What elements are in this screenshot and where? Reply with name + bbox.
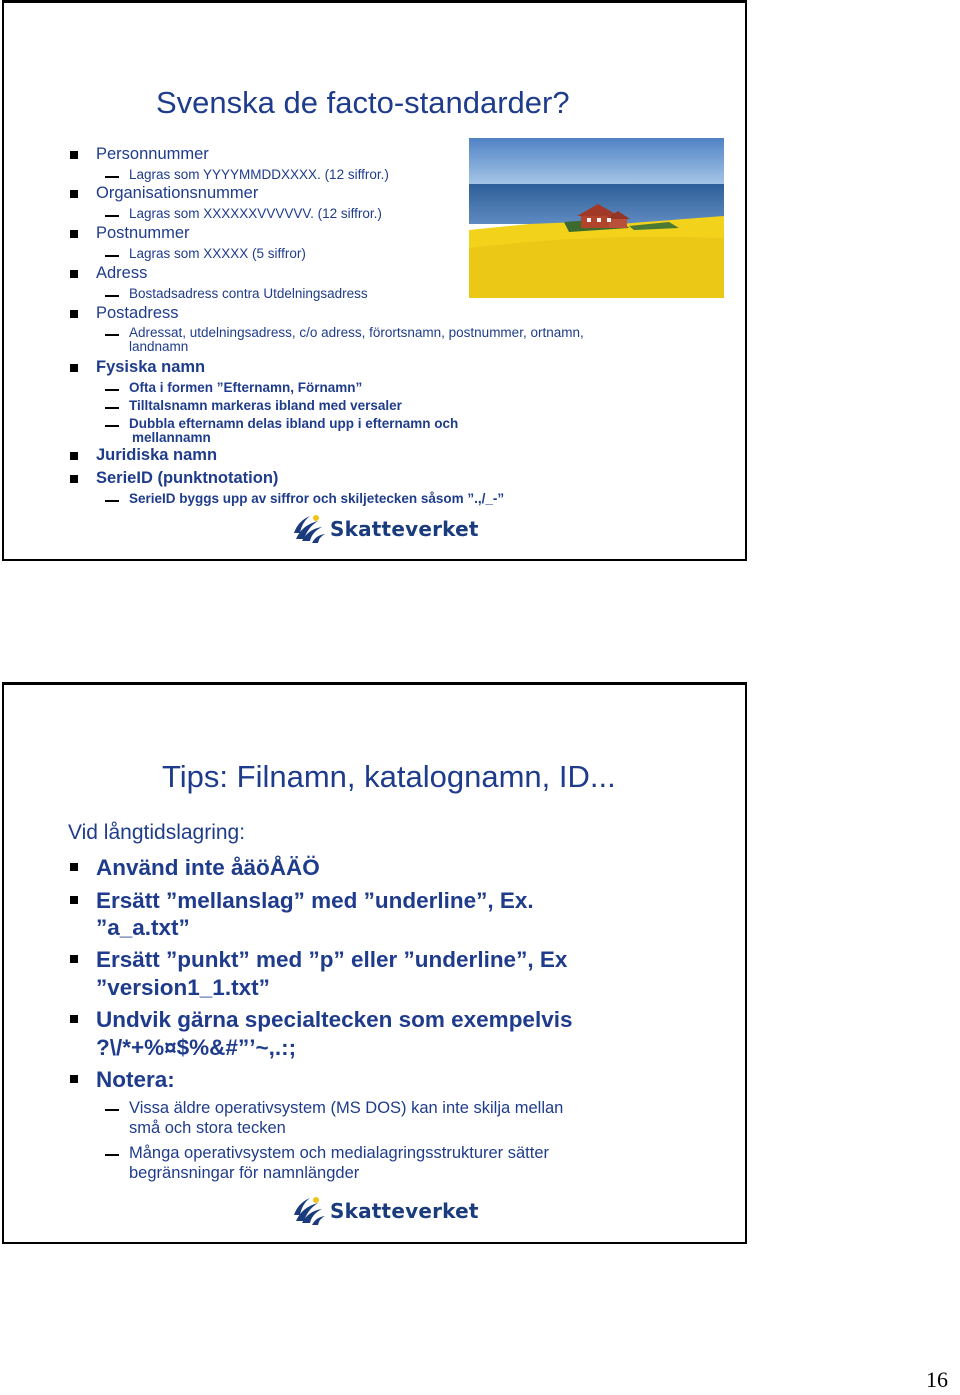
note-item: Vissa äldre operativsystem (MS DOS) kan inte skilja mellan	[129, 1099, 564, 1117]
note-item: Många operativsystem och medialagringsstrukturer sätter	[129, 1144, 550, 1162]
bullet-icon	[70, 452, 78, 460]
tip-item: Ersätt ”mellanslag” med ”underline”, Ex.	[96, 888, 534, 913]
dash-icon	[105, 255, 119, 257]
sub-item: Ofta i formen ”Efternamn, Förnamn”	[129, 380, 363, 395]
bullet-icon	[70, 955, 78, 963]
tip-item-cont: ”version1_1.txt”	[96, 975, 270, 1000]
bullet-icon	[70, 364, 78, 372]
dash-icon	[105, 500, 119, 502]
sub-item: Lagras som XXXXX (5 siffror)	[129, 246, 306, 261]
bullet-icon	[70, 1075, 78, 1083]
item-label: Organisationsnummer	[96, 184, 259, 202]
bullet-icon	[70, 151, 78, 159]
dash-icon	[105, 295, 119, 297]
logo-wordmark: Skatteverket	[330, 517, 479, 541]
slide-2	[2, 682, 747, 1244]
bullet-icon	[70, 1015, 78, 1023]
item-label: Personnummer	[96, 145, 209, 163]
item-label: Postnummer	[96, 224, 190, 242]
dash-icon	[105, 1154, 119, 1156]
bullet-icon	[70, 270, 78, 278]
slide-1	[2, 0, 747, 561]
bullet-icon	[70, 310, 78, 318]
page-number: 16	[926, 1367, 948, 1392]
sub-item-cont: mellannamn	[132, 430, 211, 445]
slide-2-title: Tips: Filnamn, katalognamn, ID...	[162, 759, 616, 794]
skatteverket-logo	[292, 1195, 479, 1227]
tip-item: Använd inte åäöÅÄÖ	[96, 855, 320, 880]
landscape-photo	[469, 138, 724, 298]
note-item-cont: små och stora tecken	[129, 1119, 286, 1137]
item-label: Adress	[96, 264, 148, 282]
dash-icon	[105, 389, 119, 391]
item-label: Fysiska namn	[96, 358, 206, 376]
tip-item-cont: ?\/*+%¤$%&#”’~,.:;	[96, 1035, 297, 1060]
item-label: Postadress	[96, 304, 179, 322]
sub-item: Lagras som YYYYMMDDXXXX. (12 siffror.)	[129, 167, 389, 182]
sub-item: Bostadsadress contra Utdelningsadress	[129, 286, 368, 301]
bullet-icon	[70, 230, 78, 238]
dash-icon	[105, 334, 119, 336]
tip-item: Undvik gärna specialtecken som exempelvis	[96, 1007, 573, 1032]
tip-item: Notera:	[96, 1067, 175, 1092]
item-label: SerieID (punktnotation)	[96, 469, 279, 487]
note-item-cont: begränsningar för namnlängder	[129, 1164, 360, 1182]
sub-item: Adressat, utdelningsadress, c/o adress, förortsnamn, postnummer, ortnamn,	[129, 325, 584, 340]
tip-item: Ersätt ”punkt” med ”p” eller ”underline”, Ex	[96, 947, 568, 972]
tip-item-cont: ”a_a.txt”	[96, 915, 190, 940]
dash-icon	[105, 407, 119, 409]
bullet-icon	[70, 190, 78, 198]
skatteverket-logo	[292, 513, 479, 545]
bullet-icon	[70, 863, 78, 871]
sub-item: Lagras som XXXXXXVVVVVV. (12 siffror.)	[129, 206, 382, 221]
sub-item: Tilltalsnamn markeras ibland med versaler	[129, 398, 402, 413]
sub-item: Dubbla efternamn delas ibland upp i efternamn och	[129, 416, 459, 431]
skatteverket-emblem-icon	[292, 513, 326, 545]
logo-wordmark: Skatteverket	[330, 1199, 479, 1223]
dash-icon	[105, 176, 119, 178]
bullet-icon	[70, 896, 78, 904]
dash-icon	[105, 215, 119, 217]
item-label: Juridiska namn	[96, 446, 218, 464]
bullet-icon	[70, 475, 78, 483]
sub-item: SerieID byggs upp av siffror och skiljetecken såsom ”.,/_-”	[129, 491, 505, 506]
intro-text: Vid långtidslagring:	[68, 821, 246, 844]
sub-item-cont: landnamn	[129, 339, 189, 354]
skatteverket-emblem-icon	[292, 1195, 326, 1227]
slide-1-title: Svenska de facto-standarder?	[156, 85, 570, 120]
dash-icon	[105, 425, 119, 427]
dash-icon	[105, 1109, 119, 1111]
